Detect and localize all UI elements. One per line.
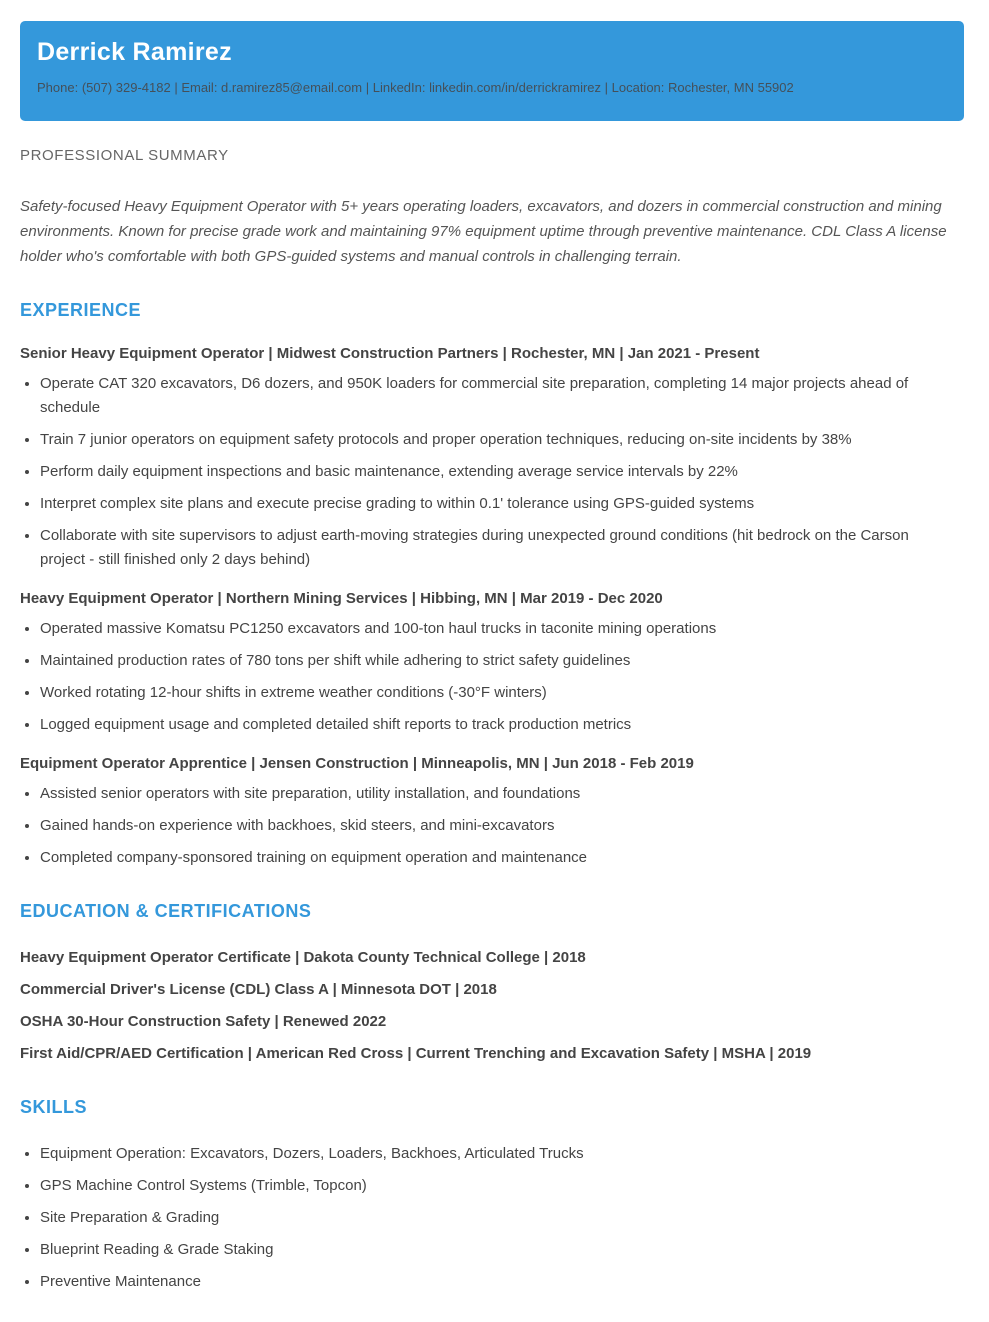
candidate-name: Derrick Ramirez — [37, 38, 232, 66]
job-bullet: • Worked rotating 12-hour shifts in extreme weather conditions (-30°F winters) — [40, 681, 950, 705]
job-bullet: • Operated massive Komatsu PC1250 excavators and 100-ton haul trucks in taconite mining operations — [40, 617, 950, 641]
job-title: Equipment Operator Apprentice | Jensen Construction | Minneapolis, MN | Jun 2018 - Feb 2019 — [20, 755, 694, 773]
job-bullet: • Logged equipment usage and completed detailed shift reports to track production metrics — [40, 713, 950, 737]
skill-item: • GPS Machine Control Systems (Trimble, Topcon) — [40, 1174, 950, 1198]
job-bullet: • Maintained production rates of 780 tons per shift while adhering to strict safety guidelines — [40, 649, 950, 673]
job-bullet: • Collaborate with site supervisors to adjust earth-moving strategies during unexpected ground conditions (hit bedrock on the Carson project - still finished only 2 days behind) — [40, 524, 950, 572]
summary-heading: PROFESSIONAL SUMMARY — [20, 147, 229, 164]
resume-header — [20, 21, 964, 121]
job-entry — [20, 755, 964, 870]
job-bullet: • Interpret complex site plans and execute precise grading to within 0.1' tolerance using GPS-guided systems — [40, 492, 950, 516]
skills-list — [20, 1142, 964, 1294]
education-list — [20, 946, 964, 1066]
job-entry — [20, 590, 964, 737]
education-heading: EDUCATION & CERTIFICATIONS — [20, 901, 312, 922]
skills-heading: SKILLS — [20, 1097, 88, 1118]
skill-item: • Site Preparation & Grading — [40, 1206, 950, 1230]
skills-section — [20, 1097, 964, 1294]
summary-text: Safety-focused Heavy Equipment Operator with 5+ years operating loaders, excavators, and dozers in commercial construction and mining environments. Known for precise grade work and maintaining 97% equipment uptime through preventive maintenance. CDL Class A license holder who's comfortable with both GPS-guided systems and manual controls in challenging terrain. — [20, 198, 947, 265]
skill-item: • Preventive Maintenance — [40, 1270, 950, 1294]
skill-item: • Equipment Operation: Excavators, Dozers, Loaders, Backhoes, Articulated Trucks — [40, 1142, 950, 1166]
job-bullets — [20, 782, 964, 870]
summary-section — [20, 147, 964, 269]
job-bullet: • Completed company-sponsored training on equipment operation and maintenance — [40, 846, 950, 870]
job-bullet: • Operate CAT 320 excavators, D6 dozers, and 950K loaders for commercial site preparation, completing 14 major projects ahead of schedule — [40, 372, 950, 420]
job-entry — [20, 345, 964, 572]
job-bullets — [20, 372, 964, 572]
job-bullet: • Train 7 junior operators on equipment safety protocols and proper operation techniques, reducing on-site incidents by 38% — [40, 428, 950, 452]
job-bullet: • Perform daily equipment inspections and basic maintenance, extending average service intervals by 22% — [40, 460, 950, 484]
education-item: Heavy Equipment Operator Certificate | Dakota County Technical College | 2018 — [20, 949, 586, 967]
job-bullets — [20, 617, 964, 737]
jobs-list — [20, 345, 964, 870]
experience-section — [20, 300, 964, 870]
job-title: Heavy Equipment Operator | Northern Mining Services | Hibbing, MN | Mar 2019 - Dec 2020 — [20, 590, 663, 608]
contact-line: Phone: (507) 329-4182 | Email: d.ramirez85@email.com | LinkedIn: linkedin.com/in/derrickramirez | Location: Rochester, MN 55902 — [37, 80, 794, 95]
education-item: First Aid/CPR/AED Certification | American Red Cross | Current Trenching and Excavation Safety | MSHA | 2019 — [20, 1045, 812, 1063]
experience-heading: EXPERIENCE — [20, 300, 142, 321]
job-title: Senior Heavy Equipment Operator | Midwest Construction Partners | Rochester, MN | Jan 2021 - Present — [20, 345, 760, 363]
education-section — [20, 901, 964, 1066]
job-bullet: • Assisted senior operators with site preparation, utility installation, and foundations — [40, 782, 950, 806]
education-item: OSHA 30-Hour Construction Safety | Renewed 2022 — [20, 1013, 387, 1031]
education-item: Commercial Driver's License (CDL) Class A | Minnesota DOT | 2018 — [20, 981, 497, 999]
skill-item: • Blueprint Reading & Grade Staking — [40, 1238, 950, 1262]
job-bullet: • Gained hands-on experience with backhoes, skid steers, and mini-excavators — [40, 814, 950, 838]
